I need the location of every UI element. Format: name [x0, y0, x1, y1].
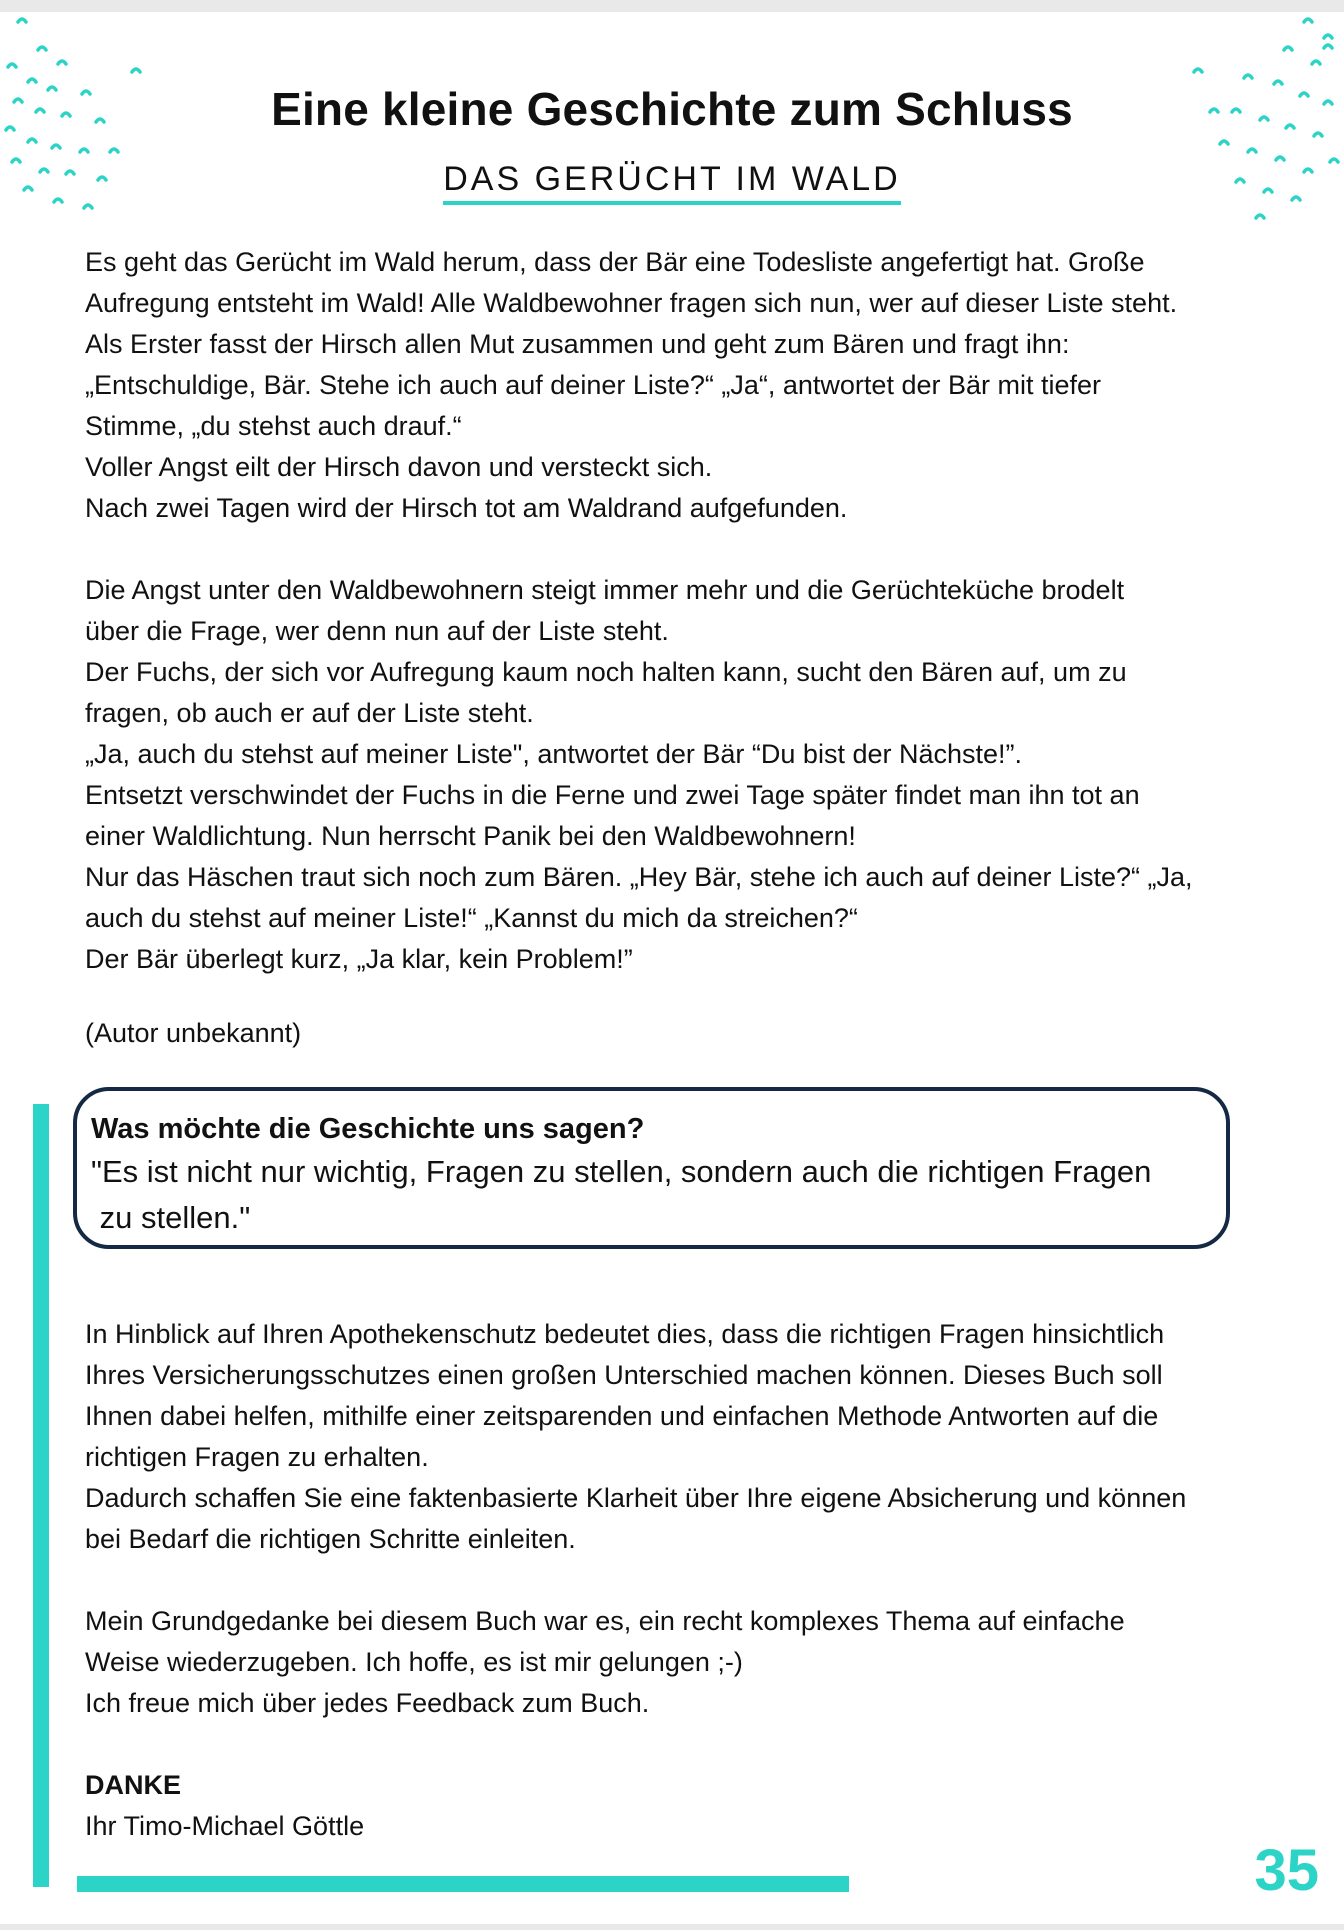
book-page [0, 12, 1344, 1924]
story-line: einer Waldlichtung. Nun herrscht Panik bei den Waldbewohnern! [85, 821, 856, 851]
story-line: Nur das Häschen traut sich noch zum Bären. „Hey Bär, stehe ich auch auf deiner Liste?“ „Ja, [85, 862, 1193, 892]
page-number: 35 [1254, 1838, 1319, 1903]
closing-line: Ich freue mich über jedes Feedback zum Buch. [85, 1688, 650, 1718]
paragraph-gap [85, 1560, 1285, 1601]
story-line: Stimme, „du stehst auch drauf.“ [85, 411, 462, 441]
closing-line: Dadurch schaffen Sie eine faktenbasierte Klarheit über Ihre eigene Absicherung und können [85, 1483, 1187, 1513]
accent-bar-horizontal [77, 1876, 849, 1892]
story-line: Der Fuchs, der sich vor Aufregung kaum noch halten kann, sucht den Bären auf, um zu [85, 657, 1127, 687]
story-line: Entsetzt verschwindet der Fuchs in die Ferne und zwei Tage später findet man ihn tot an [85, 780, 1140, 810]
story-line: Es geht das Gerücht im Wald herum, dass der Bär eine Todesliste angefertigt hat. Große [85, 247, 1145, 277]
story-line: „Ja, auch du stehst auf meiner Liste", antwortet der Bär “Du bist der Nächste!”. [85, 739, 1023, 769]
story-subtitle: DAS GERÜCHT IM WALD [443, 160, 900, 205]
callout-quote-line: zu stellen." [91, 1200, 251, 1235]
callout-box [73, 1087, 1230, 1249]
story-line: fragen, ob auch er auf der Liste steht. [85, 698, 534, 728]
story-line: Die Angst unter den Waldbewohnern steigt immer mehr und die Gerüchteküche brodelt [85, 575, 1125, 605]
story-line: Nach zwei Tagen wird der Hirsch tot am Waldrand aufgefunden. [85, 493, 848, 523]
signature: Ihr Timo-Michael Göttle [85, 1811, 365, 1841]
thanks-heading: DANKE [85, 1770, 182, 1800]
closing-line: richtigen Fragen zu erhalten. [85, 1442, 429, 1472]
story-line: Der Bär überlegt kurz, „Ja klar, kein Problem!” [85, 944, 633, 974]
subtitle-container [0, 160, 1344, 205]
story-text [85, 242, 1315, 980]
callout-question: Was möchte die Geschichte uns sagen? [91, 1113, 645, 1145]
story-line: Aufregung entsteht im Wald! Alle Waldbewohner fragen sich nun, wer auf dieser Liste steht. [85, 288, 1178, 318]
story-line: auch du stehst auf meiner Liste!“ „Kannst du mich da streichen?“ [85, 903, 858, 933]
closing-text [85, 1314, 1285, 1847]
closing-line: Mein Grundgedanke bei diesem Buch war es, ein recht komplexes Thema auf einfache [85, 1606, 1125, 1636]
story-line: über die Frage, wer denn nun auf der Liste steht. [85, 616, 669, 646]
accent-bar-vertical [33, 1104, 49, 1887]
callout-quote-line: "Es ist nicht nur wichtig, Fragen zu stellen, sondern auch die richtigen Fragen [91, 1154, 1152, 1189]
page-title: Eine kleine Geschichte zum Schluss [271, 83, 1073, 135]
paragraph-gap [85, 529, 1315, 570]
story-author: (Autor unbekannt) [85, 1018, 302, 1048]
closing-line: bei Bedarf die richtigen Schritte einleiten. [85, 1524, 576, 1554]
closing-line: Weise wiederzugeben. Ich hoffe, es ist mir gelungen ;-) [85, 1647, 743, 1677]
story-line: Als Erster fasst der Hirsch allen Mut zusammen und geht zum Bären und fragt ihn: [85, 329, 1070, 359]
closing-line: Ihres Versicherungsschutzes einen großen Unterschied machen können. Dieses Buch soll [85, 1360, 1163, 1390]
story-line: „Entschuldige, Bär. Stehe ich auch auf deiner Liste?“ „Ja“, antwortet der Bär mit tiefer [85, 370, 1102, 400]
story-line: Voller Angst eilt der Hirsch davon und versteckt sich. [85, 452, 713, 482]
closing-line: In Hinblick auf Ihren Apothekenschutz bedeutet dies, dass die richtigen Fragen hinsichtlich [85, 1319, 1165, 1349]
closing-line: Ihnen dabei helfen, mithilfe einer zeitsparenden und einfachen Methode Antworten auf die [85, 1401, 1159, 1431]
paragraph-gap [85, 1724, 1285, 1765]
